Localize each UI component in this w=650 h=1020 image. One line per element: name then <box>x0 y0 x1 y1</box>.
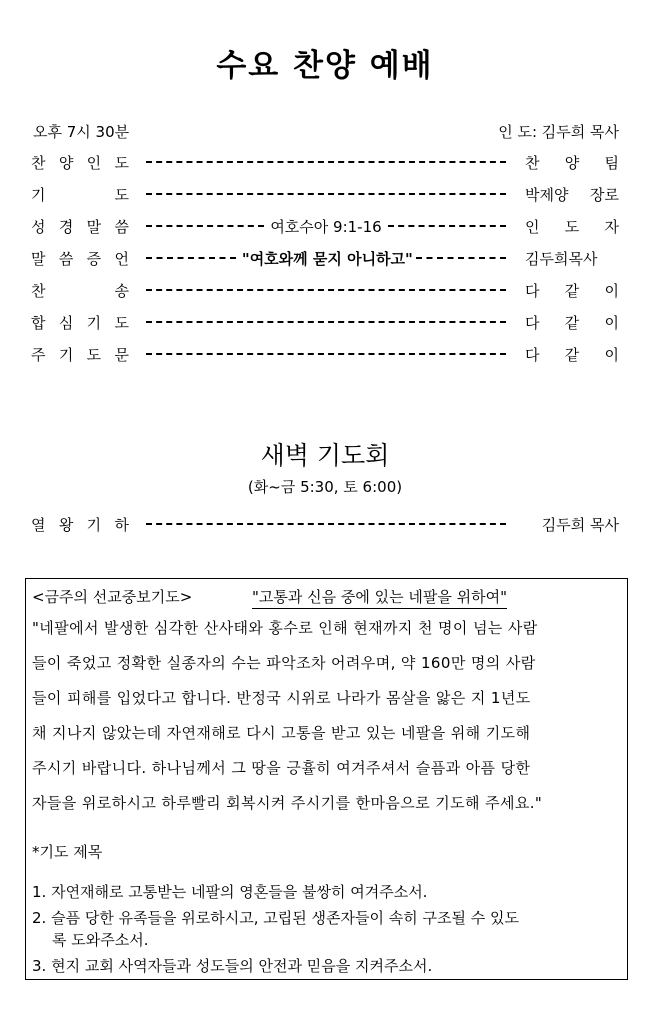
label-char: 경 <box>58 218 74 236</box>
order-row-label <box>31 152 129 173</box>
label-char: 도 <box>114 154 129 172</box>
order-row-right <box>525 280 619 301</box>
label-char: 송 <box>114 282 129 300</box>
prayer-item: 1. 자연재해로 고통받는 네팔의 영혼들을 불쌍히 여겨주소서. <box>32 883 428 901</box>
service-title: 수요 찬양 예배 <box>216 48 434 84</box>
paragraph-line: 주시기 바랍니다. 하나님께서 그 땅을 긍휼히 여겨주셔서 슬픔과 아픔 당한 <box>32 759 531 777</box>
order-row-label <box>31 344 129 365</box>
mission-prayer-box <box>25 578 628 980</box>
label-char: 씀 <box>114 218 129 236</box>
order-row-label <box>31 280 129 301</box>
right-part: 찬 <box>525 154 540 172</box>
dawn-row-label <box>31 514 129 535</box>
paragraph-line: 들이 죽었고 정확한 실종자의 수는 파악조차 어려우며, 약 160만 명의 사람 <box>32 654 536 672</box>
order-row-label <box>31 184 129 205</box>
paragraph-line: 자들을 위로하시고 하루빨리 회복시켜 주시기를 한마음으로 기도해 주세요." <box>32 794 543 812</box>
label-char: 양 <box>58 154 74 172</box>
order-row-detail: 여호수아 9:1-16 <box>270 218 382 236</box>
label-char: 합 <box>31 314 46 332</box>
dawn-row-leader-line <box>146 523 506 525</box>
order-row-label <box>31 216 129 237</box>
paragraph-line: 채 지나지 않았는데 자연재해로 다시 고통을 받고 있는 네팔을 위해 기도해 <box>32 724 531 742</box>
prayer-item: 2. 슬픔 당한 유족들을 위로하시고, 고립된 생존자들이 속히 구조될 수 있도 <box>32 909 519 927</box>
order-row-label <box>31 312 129 333</box>
order-row-detail: "여호와께 묻지 아니하고" <box>241 250 413 268</box>
right-part: 장로 <box>590 186 619 204</box>
prayer-item: 3. 현지 교회 사역자들과 성도들의 안전과 믿음을 지켜주소서. <box>32 957 433 975</box>
right-part: 같 <box>564 314 580 332</box>
right-part: 자 <box>604 218 619 236</box>
label-char: 기 <box>58 346 74 364</box>
label-char: 심 <box>58 314 74 332</box>
leader-line <box>146 193 506 195</box>
leader-line <box>146 289 506 291</box>
label-char: 기 <box>86 516 102 534</box>
order-row-right <box>525 184 619 205</box>
label-char: 성 <box>31 218 46 236</box>
label-char: 기 <box>31 186 46 204</box>
service-time: 오후 7시 30분 <box>33 123 130 141</box>
leader-line <box>146 353 506 355</box>
leader-line <box>146 257 236 259</box>
leader-line <box>146 321 506 323</box>
order-row-right <box>525 216 619 237</box>
paragraph-line: "네팔에서 발생한 심각한 산사태와 홍수로 인해 현재까지 천 명이 넘는 사람 <box>32 619 538 637</box>
right-part: 도 <box>564 218 580 236</box>
leader-line <box>388 225 506 227</box>
label-char: 말 <box>31 250 46 268</box>
prayer-item: 록 도와주소서. <box>52 931 149 949</box>
label-char: 증 <box>86 250 102 268</box>
label-char: 씀 <box>58 250 74 268</box>
leader-line <box>416 257 506 259</box>
dawn-title: 새벽 기도회 <box>260 441 390 470</box>
right-part: 이 <box>604 346 619 364</box>
right-part: 김두희목사 <box>525 250 598 268</box>
label-char: 열 <box>31 516 46 534</box>
leader-line <box>146 161 506 163</box>
right-part: 이 <box>604 282 619 300</box>
label-char: 주 <box>31 346 46 364</box>
order-row-right <box>525 312 619 333</box>
label-char: 인 <box>86 154 102 172</box>
label-char: 도 <box>114 314 129 332</box>
dawn-time: (화~금 5:30, 토 6:00) <box>247 478 403 496</box>
right-part: 다 <box>525 314 540 332</box>
label-char: 언 <box>114 250 129 268</box>
mission-heading: <금주의 선교중보기도> <box>32 588 193 606</box>
prayer-heading: *기도 제목 <box>32 843 103 861</box>
order-row-right <box>525 344 619 365</box>
right-part: 팀 <box>604 154 619 172</box>
label-char: 찬 <box>31 282 46 300</box>
service-leader: 인 도: 김두희 목사 <box>498 123 619 141</box>
order-row-label <box>31 248 129 269</box>
order-row-right <box>525 152 619 173</box>
leader-line <box>146 225 264 227</box>
label-char: 도 <box>114 186 129 204</box>
label-char: 말 <box>86 218 102 236</box>
right-part: 인 <box>525 218 540 236</box>
order-row-right <box>525 248 619 269</box>
right-part: 양 <box>564 154 580 172</box>
right-part: 이 <box>604 314 619 332</box>
label-char: 기 <box>86 314 102 332</box>
label-char: 하 <box>114 516 129 534</box>
right-part: 같 <box>564 282 580 300</box>
label-char: 문 <box>114 346 129 364</box>
right-part: 같 <box>564 346 580 364</box>
dawn-row-right: 김두희 목사 <box>541 516 619 534</box>
mission-subtitle: "고통과 신음 중에 있는 네팔을 위하여" <box>252 586 507 609</box>
paragraph-line: 들이 피해를 입었다고 합니다. 반정국 시위로 나라가 몸살을 앓은 지 1년도 <box>32 689 531 707</box>
right-part: 박제양 <box>525 186 569 204</box>
right-part: 다 <box>525 282 540 300</box>
label-char: 찬 <box>31 154 46 172</box>
right-part: 다 <box>525 346 540 364</box>
label-char: 왕 <box>58 516 74 534</box>
label-char: 도 <box>86 346 102 364</box>
